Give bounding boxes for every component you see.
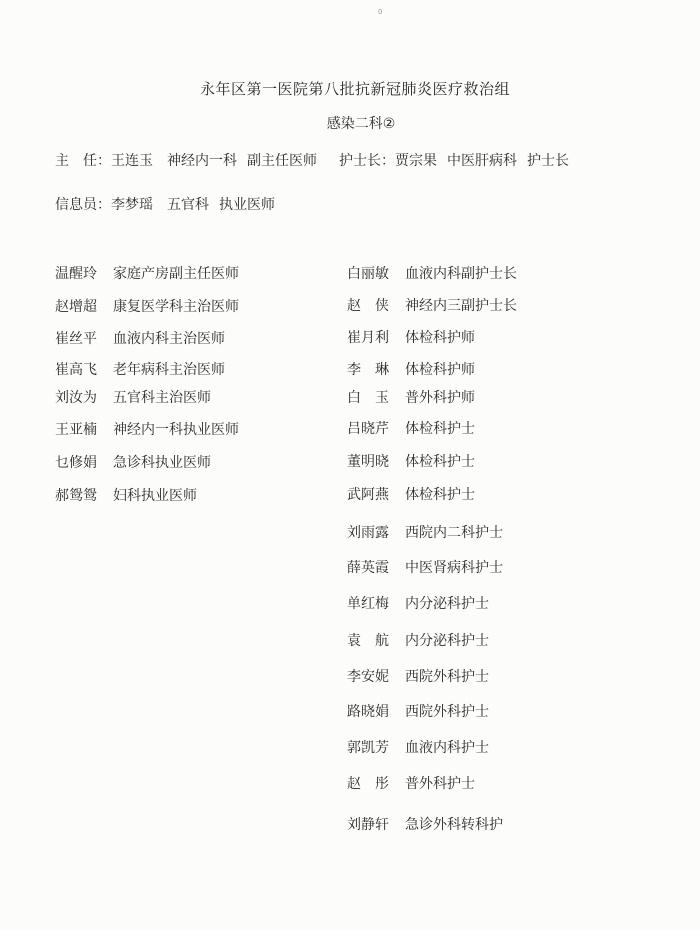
member-role: 妇科执业医师	[113, 488, 197, 504]
member-name: 白丽敏	[347, 266, 389, 282]
member-role: 西院外科护士	[405, 669, 489, 685]
member-name: 路晓娟	[347, 704, 389, 720]
list-item	[347, 557, 503, 577]
list-item	[347, 387, 475, 407]
list-item	[347, 701, 489, 721]
member-role: 体检科护师	[405, 362, 475, 378]
document-title: 永年区第一医院第八批抗新冠肺炎医疗救治组	[199, 80, 510, 98]
member-name: 乜修娟	[55, 455, 97, 471]
info-officer-label: 信息员：	[55, 197, 111, 213]
member-name: 李安妮	[347, 669, 389, 685]
list-item	[55, 296, 239, 316]
member-role: 血液内科护士	[405, 740, 489, 756]
list-item	[347, 737, 489, 757]
member-role: 康复医学科主治医师	[113, 299, 239, 315]
member-name: 温醒玲	[55, 266, 97, 282]
scan-mark: 0	[378, 8, 383, 16]
list-item	[347, 484, 475, 504]
list-item	[55, 452, 211, 472]
head-nurse-name: 贾宗果	[395, 153, 437, 169]
member-role: 西院内二科护士	[405, 525, 503, 541]
head-nurse-label: 护士长：	[339, 153, 395, 169]
member-name: 吕晓芹	[347, 421, 389, 437]
info-officer-title: 执业医师	[219, 197, 275, 213]
member-role: 体检科护士	[405, 487, 475, 503]
member-name: 武阿燕	[347, 487, 389, 503]
member-role: 五官科主治医师	[113, 390, 211, 406]
member-name: 刘汝为	[55, 390, 97, 406]
member-name: 赵增超	[55, 299, 97, 315]
member-role: 体检科护士	[405, 421, 475, 437]
member-name: 袁 航	[347, 633, 389, 649]
leaders-line	[55, 150, 569, 170]
member-name: 崔高飞	[55, 362, 97, 378]
member-role: 普外科护师	[405, 390, 475, 406]
list-item	[347, 451, 475, 471]
head-nurse-dept: 中医肝病科	[447, 153, 517, 169]
list-item	[347, 263, 517, 283]
member-role: 中医肾病科护士	[405, 560, 503, 576]
list-item	[347, 522, 503, 542]
list-item	[347, 814, 503, 834]
member-role: 内分泌科护士	[405, 596, 489, 612]
member-role: 内分泌科护士	[405, 633, 489, 649]
info-officer-line	[55, 194, 275, 214]
member-name: 郭凯芳	[347, 740, 389, 756]
member-role: 血液内科主治医师	[113, 331, 225, 347]
member-role: 西院外科护士	[405, 704, 489, 720]
head-nurse-title: 护士长	[527, 153, 569, 169]
member-name: 刘雨露	[347, 525, 389, 541]
director-title: 副主任医师	[247, 153, 317, 169]
member-name: 董明晓	[347, 454, 389, 470]
director-label: 主 任：	[55, 153, 111, 169]
list-item	[347, 666, 489, 686]
member-name: 崔丝平	[55, 331, 97, 347]
member-role: 体检科护士	[405, 454, 475, 470]
director-name: 王连玉	[111, 153, 153, 169]
member-name: 郝鸳鸳	[55, 488, 97, 504]
member-name: 刘静轩	[347, 817, 389, 833]
list-item	[55, 419, 239, 439]
member-name: 李 琳	[347, 362, 389, 378]
member-role: 急诊科执业医师	[113, 455, 211, 471]
list-item	[347, 773, 475, 793]
member-name: 单红梅	[347, 596, 389, 612]
director-dept: 神经内一科	[167, 153, 237, 169]
list-item	[347, 593, 489, 613]
member-name: 白 玉	[347, 390, 389, 406]
member-name: 赵 侠	[347, 298, 389, 314]
member-role: 家庭产房副主任医师	[113, 266, 239, 282]
info-officer-dept: 五官科	[167, 197, 209, 213]
list-item	[347, 630, 489, 650]
list-item	[347, 295, 517, 315]
list-item	[55, 387, 211, 407]
list-item	[347, 418, 475, 438]
document-subtitle: 感染二科②	[326, 116, 396, 132]
member-role: 神经内一科执业医师	[113, 422, 239, 438]
member-name: 薛英霞	[347, 560, 389, 576]
list-item	[347, 327, 475, 347]
member-role: 体检科护师	[405, 330, 475, 346]
list-item	[347, 359, 475, 379]
list-item	[55, 328, 225, 348]
member-role: 急诊外科转科护	[405, 817, 503, 833]
member-role: 神经内三副护士长	[405, 298, 517, 314]
member-name: 赵 彤	[347, 776, 389, 792]
member-role: 普外科护士	[405, 776, 475, 792]
member-role: 老年病科主治医师	[113, 362, 225, 378]
info-officer-name: 李梦瑶	[111, 197, 153, 213]
member-name: 崔月利	[347, 330, 389, 346]
list-item	[55, 263, 239, 283]
member-role: 血液内科副护士长	[405, 266, 517, 282]
list-item	[55, 359, 225, 379]
list-item	[55, 485, 197, 505]
member-name: 王亚楠	[55, 422, 97, 438]
